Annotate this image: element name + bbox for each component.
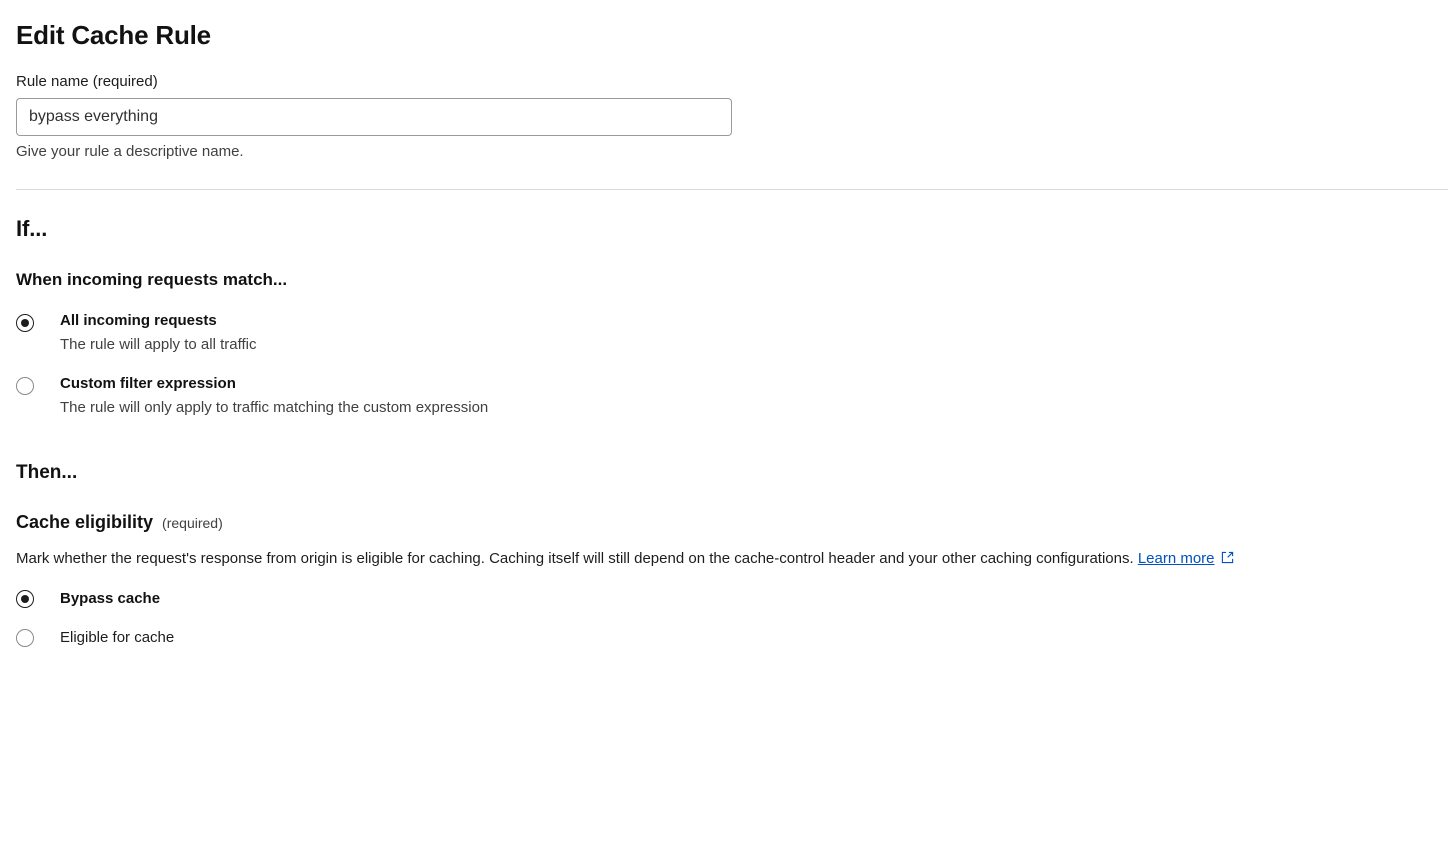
radio-description-all-incoming-requests: The rule will apply to all traffic [60,335,257,353]
cache-eligibility-description [16,547,1436,570]
radio-description-custom-filter-expression: The rule will only apply to traffic matching the custom expression [60,398,489,416]
radio-label-all-incoming-requests: All incoming requests [60,312,217,329]
radio-option-eligible-for-cache[interactable] [16,629,1438,648]
cache-eligibility-label: Cache eligibility [16,511,154,532]
rule-name-label: Rule name (required) [16,73,158,90]
cache-eligibility-required-tag: (required) [162,514,223,531]
cache-eligibility-description-text: Mark whether the request's response from origin is eligible for caching. Caching itself will still depend on the cache-control header and your other caching configurations. [16,549,1134,567]
radio-label-custom-filter-expression: Custom filter expression [60,374,236,392]
radio-icon-eligible-for-cache[interactable] [16,629,34,647]
external-link-icon[interactable] [1221,551,1234,564]
radio-label-bypass-cache: Bypass cache [60,589,161,607]
radio-option-custom-filter-expression[interactable] [16,375,1438,416]
radio-icon-bypass-cache[interactable] [16,590,34,608]
radio-icon-custom-filter-expression[interactable] [16,377,34,395]
cache-eligibility-radio-group [16,590,1438,648]
then-section-heading: Then... [16,461,78,483]
radio-label-eligible-for-cache: Eligible for cache [60,628,175,646]
section-divider [16,189,1448,190]
radio-option-bypass-cache[interactable] [16,590,1438,609]
rule-name-helper: Give your rule a descriptive name. [16,143,244,160]
if-section-heading: If... [16,216,48,241]
learn-more-link[interactable]: Learn more [1137,549,1215,567]
cache-eligibility-header [16,512,1438,533]
rule-name-input[interactable] [16,98,732,136]
radio-option-all-incoming-requests[interactable] [16,312,1438,353]
incoming-requests-subheading: When incoming requests match... [16,270,288,289]
radio-icon-all-incoming-requests[interactable] [16,314,34,332]
page-title: Edit Cache Rule [16,20,211,50]
incoming-requests-radio-group [16,312,1438,416]
